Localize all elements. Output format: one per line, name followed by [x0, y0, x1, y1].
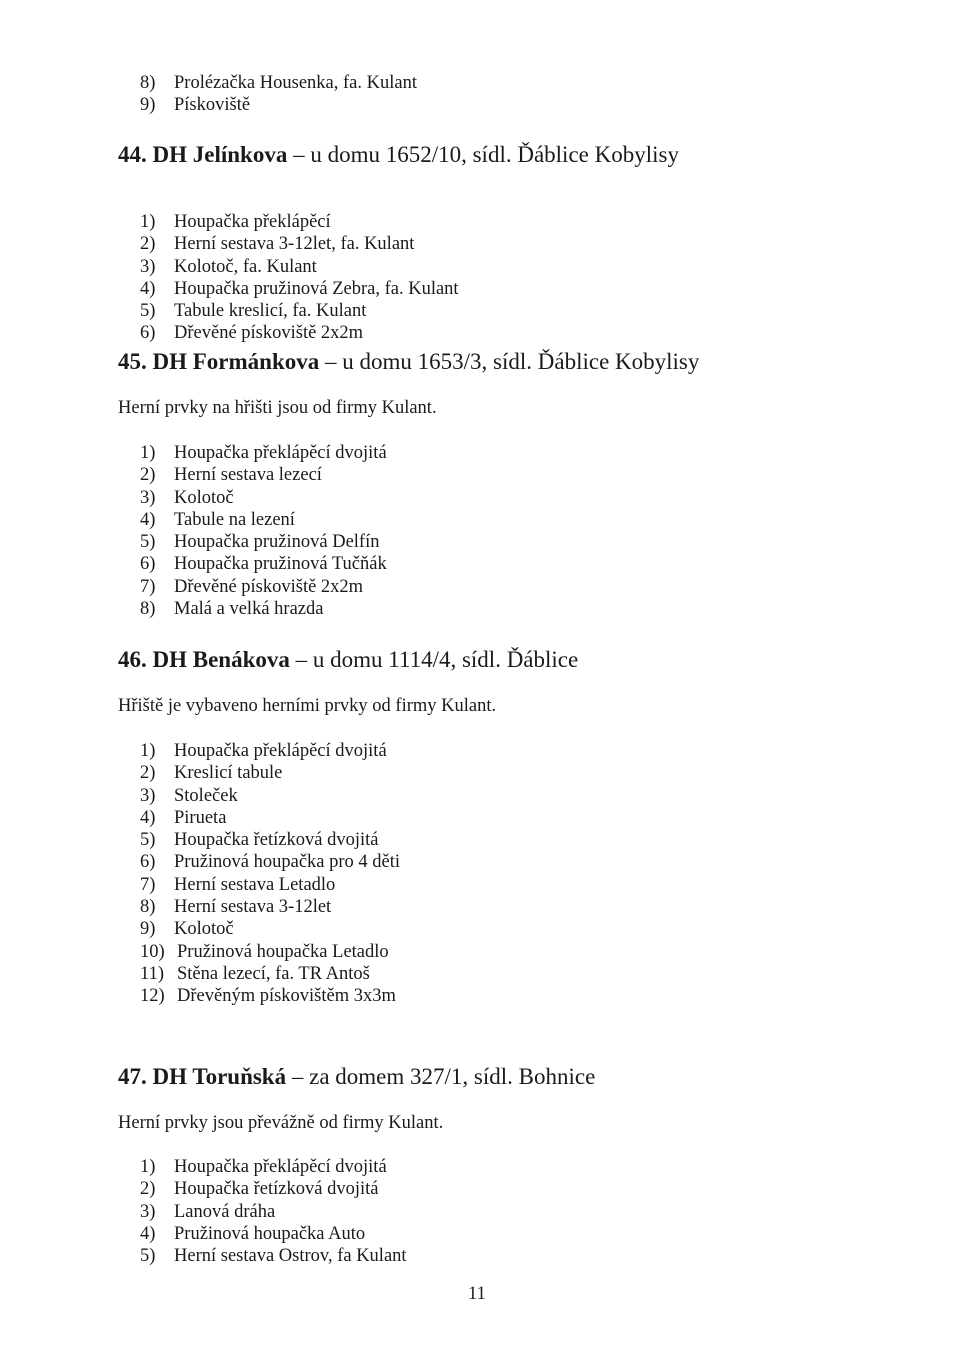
- list-item-number: 4): [140, 278, 156, 299]
- list-item: [140, 874, 400, 896]
- list-item: [140, 322, 459, 344]
- list-item-number: 9): [140, 95, 156, 116]
- list-item-number: 3): [140, 256, 156, 277]
- list-item: [140, 807, 400, 829]
- list-item: [140, 963, 400, 985]
- list-item-text: Herní sestava 3-12let, fa. Kulant: [174, 234, 415, 255]
- list-item: [140, 94, 417, 116]
- page-number: 11: [468, 1284, 486, 1304]
- list-item: [140, 464, 387, 486]
- list-item-number: 8): [140, 897, 156, 918]
- section-46-address: – u domu 1114/4, sídl. Ďáblice: [289, 647, 579, 672]
- list-item-text: Houpačka pružinová Tučňák: [174, 554, 387, 575]
- list-item-text: Tabule kreslicí, fa. Kulant: [174, 301, 367, 322]
- list-item-number: 1): [140, 1157, 156, 1177]
- list-item: [140, 442, 387, 464]
- list-item-text: Dřevěným pískovištěm 3x3m: [177, 986, 396, 1007]
- list-item-number: 5): [140, 301, 156, 322]
- section-44-list: [140, 211, 459, 345]
- list-item-text: Herní sestava Ostrov, fa Kulant: [174, 1246, 407, 1267]
- list-item-number: 5): [140, 532, 156, 553]
- continued-list: [140, 72, 417, 117]
- section-45-heading: [118, 348, 699, 376]
- list-item: [140, 278, 459, 300]
- list-item-number: 4): [140, 509, 156, 530]
- list-item-number: 11): [140, 963, 164, 984]
- list-item: [140, 1178, 407, 1200]
- section-47-number-title: 47. DH Toruňská: [118, 1064, 287, 1089]
- list-item-number: 2): [140, 763, 156, 784]
- list-item: [140, 553, 387, 575]
- list-item-text: Herní sestava Letadlo: [174, 874, 336, 895]
- list-item: [140, 233, 459, 255]
- list-item-number: 9): [140, 919, 156, 940]
- list-item: [140, 300, 459, 322]
- list-item-text: Kolotoč: [174, 487, 234, 508]
- list-item-number: 2): [140, 234, 156, 255]
- list-item-text: Tabule na lezení: [174, 509, 295, 530]
- section-47-address: – za domem 327/1, sídl. Bohnice: [286, 1064, 596, 1089]
- section-46-intro: Hřiště je vybaveno herními prvky od firmy Kulant.: [118, 696, 497, 716]
- list-item: [140, 576, 387, 598]
- list-item-text: Houpačka překlápěcí dvojitá: [174, 443, 387, 463]
- list-item-text: Houpačka překlápěcí: [174, 212, 331, 232]
- list-item-number: 1): [140, 212, 156, 232]
- list-item-number: 10): [140, 941, 165, 962]
- list-item-number: 4): [140, 1223, 156, 1244]
- list-item: [140, 829, 400, 851]
- list-item-number: 3): [140, 487, 156, 508]
- list-item-text: Herní sestava lezecí: [174, 465, 322, 486]
- list-item: [140, 762, 400, 784]
- section-46-heading: [118, 646, 578, 674]
- list-item: [140, 256, 459, 278]
- list-item-text: Stěna lezecí, fa. TR Antoš: [177, 963, 370, 984]
- section-44-heading: [118, 141, 679, 169]
- list-item: [140, 785, 400, 807]
- list-item: [140, 740, 400, 762]
- section-46-list: [140, 740, 400, 1008]
- list-item-number: 8): [140, 73, 156, 93]
- list-item-text: Houpačka překlápěcí dvojitá: [174, 1157, 387, 1177]
- list-item-text: Kolotoč: [174, 919, 234, 940]
- list-item-number: 12): [140, 986, 165, 1007]
- list-item: [140, 72, 417, 94]
- section-44-number-title: 44. DH Jelínkova: [118, 142, 288, 167]
- list-item-text: Houpačka překlápěcí dvojitá: [174, 741, 387, 761]
- list-item-text: Dřevěné pískoviště 2x2m: [174, 576, 364, 597]
- section-45-address: – u domu 1653/3, sídl. Ďáblice Kobylisy: [325, 349, 700, 374]
- list-item: [140, 896, 400, 918]
- list-item-text: Pirueta: [174, 807, 227, 828]
- list-item: [140, 1156, 407, 1178]
- list-item-number: 7): [140, 874, 156, 895]
- section-47-list: [140, 1156, 407, 1267]
- list-item-number: 7): [140, 576, 156, 597]
- list-item-text: Lanová dráha: [174, 1201, 276, 1222]
- list-item-number: 5): [140, 830, 156, 851]
- list-item: [140, 509, 387, 531]
- list-item: [140, 1245, 407, 1267]
- list-item-text: Stoleček: [174, 785, 238, 806]
- list-item-number: 3): [140, 1201, 156, 1222]
- section-47-intro: Herní prvky jsou převážně od firmy Kulant.: [118, 1113, 444, 1133]
- list-item-number: 5): [140, 1246, 156, 1267]
- list-item-text: Houpačka řetízková dvojitá: [174, 830, 379, 851]
- list-item-number: 3): [140, 785, 156, 806]
- list-item-text: Dřevěné pískoviště 2x2m: [174, 323, 364, 344]
- list-item: [140, 598, 387, 620]
- list-item: [140, 918, 400, 940]
- list-item-number: 6): [140, 852, 156, 873]
- list-item: [140, 941, 400, 963]
- list-item-number: 8): [140, 599, 156, 620]
- section-45-number-title: 45. DH Formánkova: [118, 349, 320, 374]
- list-item-text: Pružinová houpačka Letadlo: [177, 941, 389, 962]
- section-47-heading: [118, 1063, 595, 1091]
- list-item-number: 1): [140, 443, 156, 463]
- list-item-text: Houpačka pružinová Delfín: [174, 532, 380, 553]
- list-item-text: Houpačka pružinová Zebra, fa. Kulant: [174, 278, 459, 299]
- list-item-number: 6): [140, 554, 156, 575]
- section-46-number-title: 46. DH Benákova: [118, 647, 290, 672]
- list-item-text: Pružinová houpačka Auto: [174, 1223, 366, 1244]
- list-item-number: 1): [140, 741, 156, 761]
- list-item-number: 4): [140, 807, 156, 828]
- list-item: [140, 211, 459, 233]
- list-item-text: Prolézačka Housenka, fa. Kulant: [174, 73, 417, 93]
- list-item-text: Pískoviště: [174, 95, 251, 116]
- list-item-number: 2): [140, 465, 156, 486]
- list-item-text: Malá a velká hrazda: [174, 599, 324, 620]
- list-item-number: 2): [140, 1179, 156, 1200]
- list-item-text: Houpačka řetízková dvojitá: [174, 1179, 379, 1200]
- list-item-number: 6): [140, 323, 156, 344]
- section-44-address: – u domu 1652/10, sídl. Ďáblice Kobylisy: [287, 142, 679, 167]
- section-45-intro: Herní prvky na hřišti jsou od firmy Kulant.: [118, 398, 437, 418]
- list-item-text: Herní sestava 3-12let: [174, 897, 332, 918]
- list-item: [140, 851, 400, 873]
- list-item: [140, 1201, 407, 1223]
- list-item-text: Pružinová houpačka pro 4 děti: [174, 852, 401, 873]
- list-item: [140, 1223, 407, 1245]
- list-item: [140, 487, 387, 509]
- list-item: [140, 531, 387, 553]
- list-item: [140, 985, 400, 1007]
- section-45-list: [140, 442, 387, 620]
- list-item-text: Kolotoč, fa. Kulant: [174, 256, 317, 277]
- list-item-text: Kreslicí tabule: [174, 763, 283, 784]
